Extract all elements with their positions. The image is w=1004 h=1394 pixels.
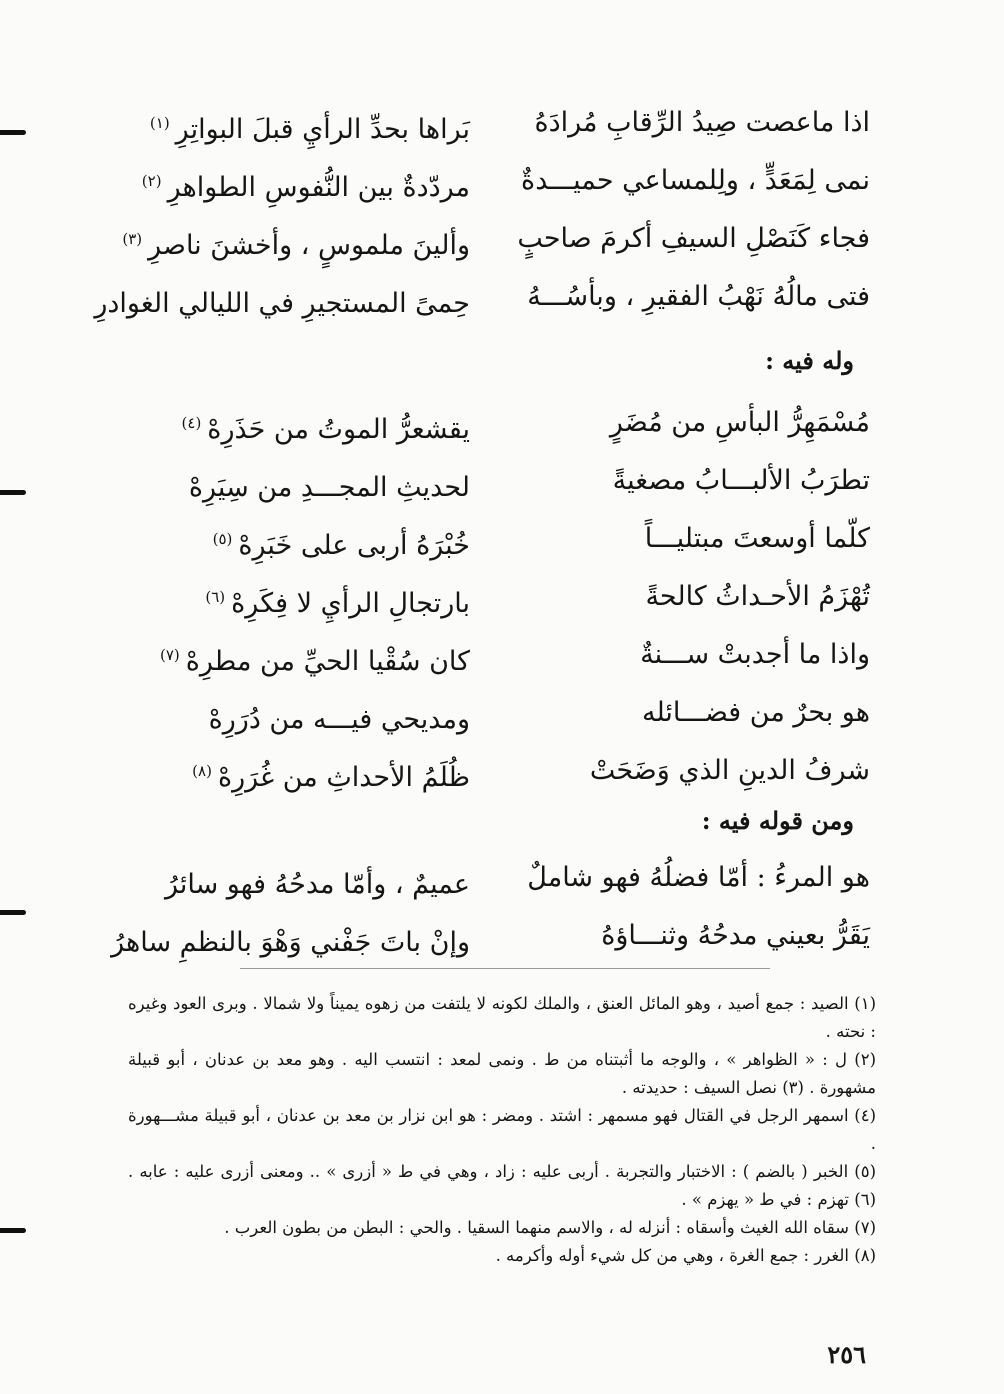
verse: [140, 461, 870, 519]
first-hemistich: تطرَبُ الألبـــابُ مصغيةً: [612, 465, 870, 496]
binding-mark: [0, 1228, 26, 1233]
footnote: (٤) اسمهر الرجل في القتال فهو مسمهر : اشتد . ومضر : هو ابن نزار بن معد بن عدنان ، أبو قبيلة مشـــهورة .: [128, 1106, 876, 1153]
second-hemistich: [140, 161, 470, 208]
poem-three: [111, 858, 870, 974]
verse-text: بَراها بحدِّ الرأيِ قبلَ البواتِرِ: [175, 114, 470, 145]
verse-text: وإنْ باتَ جَفْني وَهْوَ بالنظمِ ساهرُ: [111, 927, 470, 958]
first-hemistich: كلّما أوسعتَ مبتليـــاً: [644, 523, 870, 554]
verse: [140, 858, 870, 916]
footnote: (٧) سقاه الله الغيث وأسقاه : أنزله له ، والاسم منهما السقيا . والحي : البطن من بطون العرب .: [224, 1218, 876, 1237]
first-hemistich: يَقَرُّ بعيني مدحُهُ وثنـــاؤهُ: [601, 920, 870, 951]
footnote-ref: (٥): [212, 530, 233, 548]
first-hemistich: واذا ما أجدبتْ ســـنةٌ: [640, 639, 870, 670]
verse-text: عميمٌ ، وأمّا مدحُهُ فهو سائرُ: [164, 869, 470, 900]
page-number: ٢٥٦: [827, 1340, 866, 1369]
footnote-ref: (٦): [205, 588, 226, 606]
verse: [140, 693, 870, 751]
first-hemistich: تُهْزَمُ الأحـداثُ كالحةً: [645, 581, 870, 612]
verse-text: خُبْرَهُ أربى على خَبَرِهْ: [238, 530, 470, 561]
section-heading: وله فيه :: [765, 346, 854, 375]
footnotes: [128, 990, 876, 1270]
verse-text: حِمىً المستجيرِ في الليالي الغوادرِ: [94, 288, 470, 319]
second-hemistich: [140, 693, 470, 740]
second-hemistich: [122, 219, 470, 266]
verse-text: ومديحي فيـــه من دُرَرِهْ: [208, 704, 470, 735]
footnote: (٢) ل : « الظواهر » ، والوجه ما أثبتناه من ط . ونمى لمعد : انتسب اليه . وهو معد بن عدنان ، أبو قبيلة مشهورة . (٣) نصل السيف : حديدته .: [128, 1050, 876, 1097]
footnote: (٥) الخبر ( بالضم ) : الاختبار والتجربة . أربى عليه : زاد ، وهي في ط « أزرى » .. ومعنى أزرى عليه : عابه . (٦) تهزم : في ط « يهزم » .: [128, 1162, 876, 1209]
first-hemistich: مُسْمَهِرُّ البأسِ من مُضَرٍ: [609, 407, 870, 438]
footnote-ref: (٧): [159, 646, 180, 664]
second-hemistich: [140, 519, 470, 566]
verse: [94, 277, 870, 335]
footnote-divider: [240, 968, 770, 969]
second-hemistich: [140, 103, 470, 150]
verse: [140, 403, 870, 461]
verse: [140, 103, 870, 161]
poem-one: [94, 103, 870, 335]
footnote-ref: (٤): [181, 414, 202, 432]
second-hemistich: [111, 916, 470, 963]
first-hemistich: نمى لِمَعَدٍّ ، ولِلمساعي حميـــدةٌ: [521, 165, 870, 196]
first-hemistich: شرفُ الدينِ الذي وَضَحَتْ: [589, 755, 870, 786]
verse-text: ظُلَمُ الأحداثِ من غُرَرِهْ: [217, 762, 470, 793]
verse: [111, 916, 870, 974]
verse: [140, 161, 870, 219]
verse-text: لحديثِ المجـــدِ من سِيَرِهْ: [188, 472, 470, 503]
verse-text: كان سُقْيا الحيِّ من مطرِهْ: [185, 646, 470, 677]
poem-two: [140, 403, 870, 809]
verse-text: وألينَ ملموسٍ ، وأخشنَ ناصرِ: [148, 230, 470, 261]
footnote-ref: (٣): [122, 230, 143, 248]
verse: [140, 577, 870, 635]
first-hemistich: هو بحرٌ من فضـــائله: [642, 697, 870, 728]
second-hemistich: [94, 277, 470, 324]
binding-mark: [0, 130, 26, 135]
section-heading: ومن قوله فيه :: [701, 806, 854, 835]
second-hemistich: [140, 461, 470, 508]
binding-mark: [0, 910, 26, 915]
first-hemistich: فجاء كَنَصْلِ السيفِ أكرمَ صاحبٍ: [517, 223, 870, 254]
verse-text: بارتجالِ الرأيِ لا فِكَرِهْ: [231, 588, 470, 619]
verse: [140, 635, 870, 693]
footnote-ref: (١): [149, 114, 170, 132]
footnote-ref: (٨): [192, 762, 212, 780]
verse-text: يقشعرُّ الموتُ من حَذَرِهْ: [207, 414, 470, 445]
verse: [140, 751, 870, 809]
footnote: (١) الصيد : جمع أصيد ، وهو المائل العنق ، والملك لكونه لا يلتفت من زهوه يميناً ولا شمالا . وبرى العود وغيره : نحته .: [128, 994, 876, 1041]
first-hemistich: اذا ماعصت صِيدُ الرِّقابِ مُرادَهُ: [534, 107, 870, 138]
first-hemistich: هو المرءُ : أمّا فضلُهُ فهو شاملٌ: [527, 862, 870, 893]
second-hemistich: [140, 403, 470, 450]
binding-mark: [0, 490, 26, 495]
second-hemistich: [140, 577, 470, 624]
verse-text: مردّدةٌ بين النُّفوسِ الطواهرِ: [167, 172, 470, 203]
footnote: (٨) الغرر : جمع الغرة ، وهي من كل شيء أوله وأكرمه .: [495, 1246, 876, 1265]
second-hemistich: [140, 751, 470, 798]
verse: [122, 219, 870, 277]
second-hemistich: [140, 858, 470, 905]
verse: [140, 519, 870, 577]
footnote-ref: (٢): [141, 172, 162, 190]
first-hemistich: فتى مالُهُ نَهْبُ الفقيرِ ، وبأسُـــهُ: [527, 281, 870, 312]
second-hemistich: [140, 635, 470, 682]
